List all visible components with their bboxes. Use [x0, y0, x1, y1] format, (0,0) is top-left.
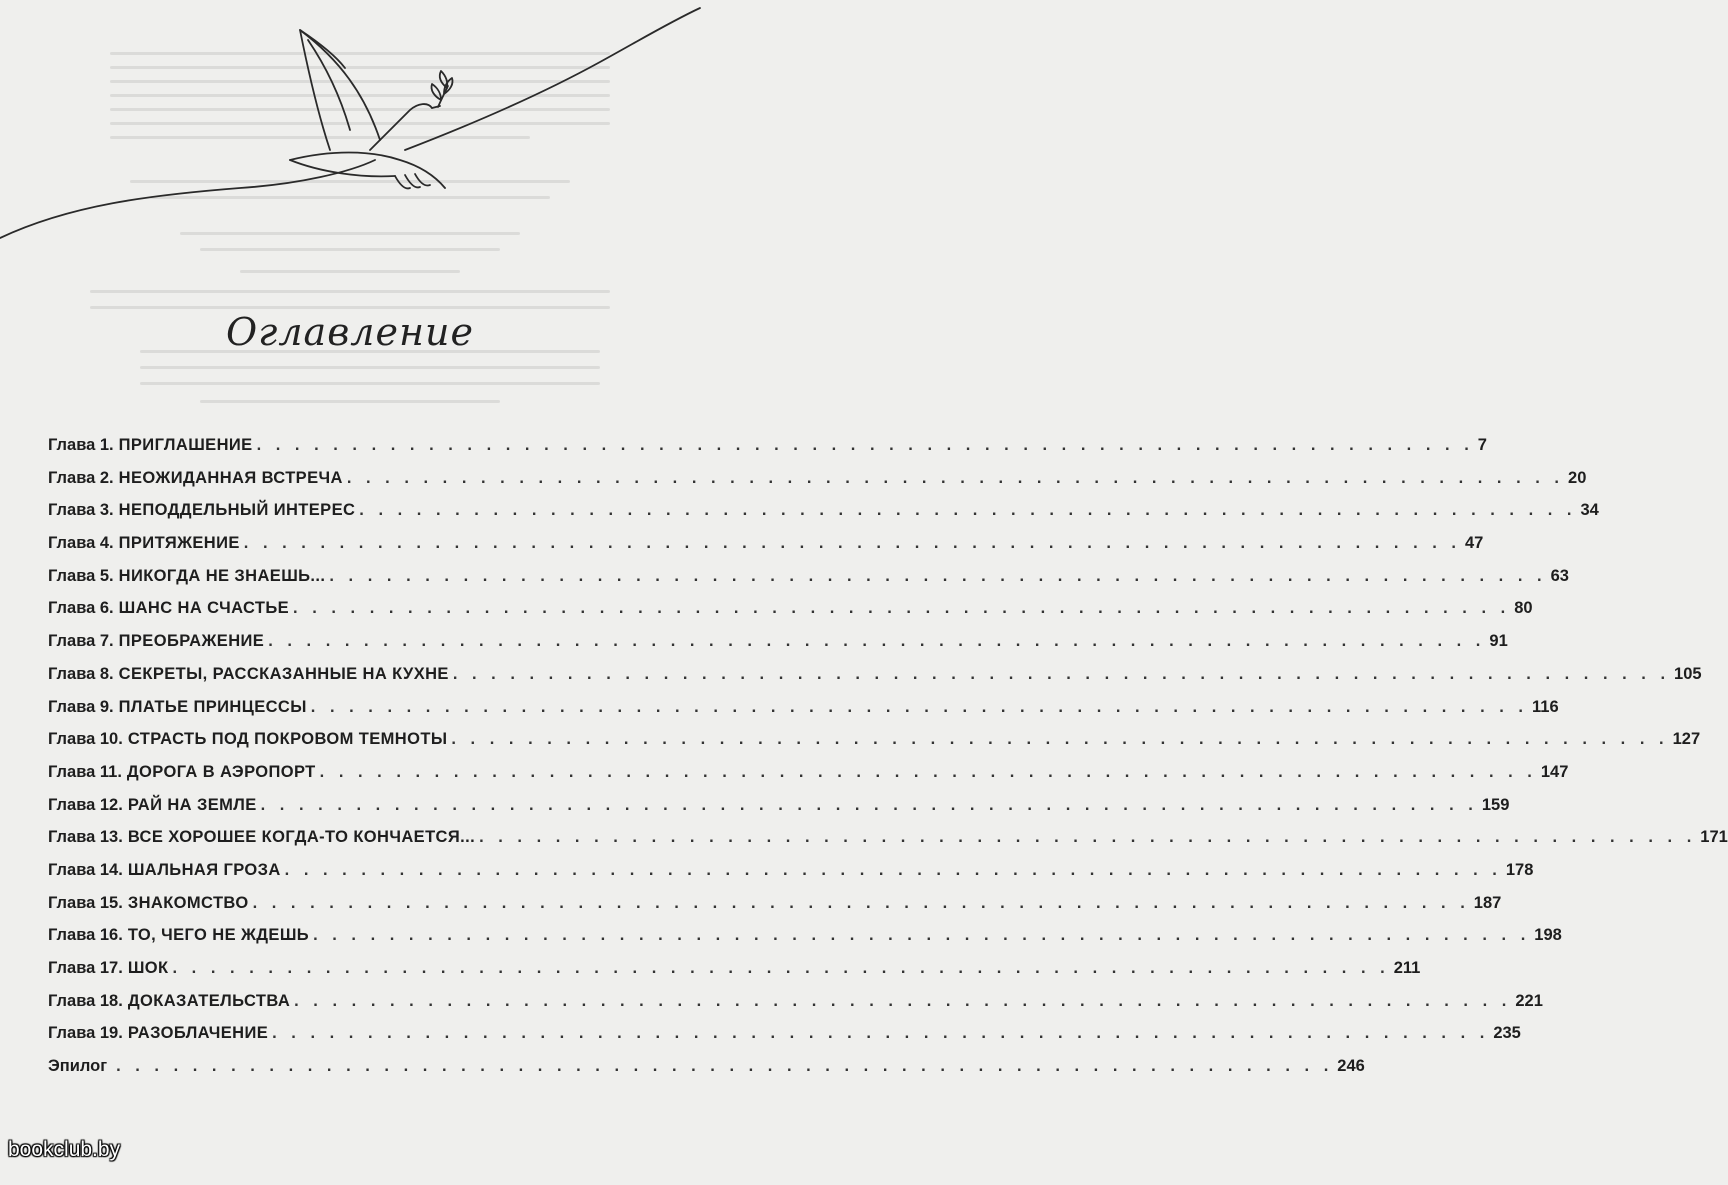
toc-leader-dots: . . . . . . . . . . . . . . . . . . . . . . . . . . . . . . . . . . . . . . . . . . . . . . . . . . . . . . . . . . . . . . . .	[346, 468, 1565, 487]
toc-chapter-title: ДОРОГА В АЭРОПОРТ	[126, 762, 316, 781]
toc-leader-dots: . . . . . . . . . . . . . . . . . . . . . . . . . . . . . . . . . . . . . . . . . . . . . . . . . . . . . . . . . . . . . . . .	[313, 926, 1531, 945]
toc-page-number: 171	[1700, 828, 1728, 847]
toc-entry	[48, 1057, 1365, 1090]
toc-page-number: 221	[1515, 991, 1543, 1010]
toc-entry	[48, 534, 1484, 567]
toc-leader-dots: . . . . . . . . . . . . . . . . . . . . . . . . . . . . . . . . . . . . . . . . . . . . . . . . . . . . . . . . . . . . . . . .	[293, 599, 1511, 618]
toc-chapter-number: Глава 6.	[48, 599, 114, 618]
toc-entry	[48, 730, 1701, 763]
toc-entry	[48, 893, 1502, 927]
toc-chapter-title: ПРИГЛАШЕНИЕ	[118, 436, 253, 454]
toc-page-number: 159	[1481, 795, 1510, 814]
toc-leader-dots: . . . . . . . . . . . . . . . . . . . . . . . . . . . . . . . . . . . . . . . . . . . . . . . . . . . . . . . . . . . . . . . .	[479, 828, 1697, 847]
toc-chapter-number: Глава 15.	[48, 893, 123, 912]
toc-chapter-title: НЕПОДДЕЛЬНЫЙ ИНТЕРЕС	[118, 501, 356, 520]
toc-page-number: 127	[1672, 730, 1701, 749]
toc-leader-dots: . . . . . . . . . . . . . . . . . . . . . . . . . . . . . . . . . . . . . . . . . . . . . . . . . . . . . . . . . . . . . . . .	[359, 501, 1577, 520]
toc-entry	[48, 926, 1562, 959]
toc-leader-dots: . . . . . . . . . . . . . . . . . . . . . . . . . . . . . . . . . . . . . . . . . . . . . . . . . . . . . . . . . . . . . . . .	[284, 860, 1502, 879]
toc-leader-dots: . . . . . . . . . . . . . . . . . . . . . . . . . . . . . . . . . . . . . . . . . . . . . . . . . . . . . . . . . . . . . . . .	[268, 632, 1486, 651]
toc-leader-dots: . . . . . . . . . . . . . . . . . . . . . . . . . . . . . . . . . . . . . . . . . . . . . . . . . . . . . . . . . . . . . . . .	[294, 991, 1512, 1010]
table-of-contents	[48, 436, 1728, 1090]
toc-chapter-number: Глава 4.	[48, 534, 114, 553]
toc-leader-dots: . . . . . . . . . . . . . . . . . . . . . . . . . . . . . . . . . . . . . . . . . . . . . . . . . . . . . . . . . . . . . . . .	[310, 697, 1528, 716]
toc-page-number: 198	[1534, 926, 1562, 945]
toc-chapter-title: СТРАСТЬ ПОД ПОКРОВОМ ТЕМНОТЫ	[127, 730, 448, 749]
toc-entry	[48, 468, 1587, 502]
toc-leader-dots: . . . . . . . . . . . . . . . . . . . . . . . . . . . . . . . . . . . . . . . . . . . . . . . . . . . . . . . . . . . . . . . .	[256, 436, 1474, 454]
toc-chapter-number: Глава 17.	[48, 959, 123, 977]
toc-entry	[48, 632, 1508, 665]
toc-entry	[48, 959, 1421, 992]
toc-chapter-number: Глава 1.	[48, 436, 114, 454]
watermark: bookclub.by	[8, 1138, 121, 1161]
toc-entry	[48, 599, 1533, 632]
toc-chapter-title: ПЛАТЬЕ ПРИНЦЕССЫ	[118, 697, 307, 716]
toc-chapter-number: Глава 2.	[48, 468, 114, 487]
toc-chapter-title: РАЙ НА ЗЕМЛЕ	[127, 795, 257, 814]
toc-entry	[48, 1024, 1521, 1057]
toc-leader-dots: . . . . . . . . . . . . . . . . . . . . . . . . . . . . . . . . . . . . . . . . . . . . . . . . . . . . . . . . . . . . . . . .	[252, 893, 1470, 912]
toc-chapter-number: Глава 18.	[48, 991, 123, 1010]
toc-chapter-title: ШАНС НА СЧАСТЬЕ	[118, 599, 290, 618]
toc-chapter-number: Эпилог	[48, 1057, 108, 1076]
toc-chapter-title: ПРЕОБРАЖЕНИЕ	[118, 632, 265, 651]
toc-page-number: 235	[1493, 1024, 1521, 1043]
toc-chapter-title: РАЗОБЛАЧЕНИЕ	[127, 1024, 269, 1043]
toc-page-number: 105	[1674, 664, 1702, 683]
toc-entry	[48, 762, 1569, 796]
toc-chapter-number: Глава 13.	[48, 828, 123, 847]
toc-chapter-number: Глава 3.	[48, 501, 114, 520]
toc-leader-dots: . . . . . . . . . . . . . . . . . . . . . . . . . . . . . . . . . . . . . . . . . . . . . . . . . . . . . . . . . . . . . . . .	[319, 762, 1537, 781]
toc-chapter-title: НЕОЖИДАННАЯ ВСТРЕЧА	[118, 468, 343, 487]
toc-entry	[48, 501, 1599, 534]
toc-leader-dots: . . . . . . . . . . . . . . . . . . . . . . . . . . . . . . . . . . . . . . . . . . . . . . . . . . . . . . . . . . . . . . . .	[260, 795, 1478, 814]
toc-chapter-number: Глава 8.	[48, 664, 114, 683]
toc-chapter-title: ПРИТЯЖЕНИЕ	[118, 534, 240, 553]
toc-page-number: 63	[1550, 566, 1569, 585]
toc-leader-dots: . . . . . . . . . . . . . . . . . . . . . . . . . . . . . . . . . . . . . . . . . . . . . . . . . . . . . . . . . . . . . . . .	[243, 534, 1461, 553]
toc-chapter-number: Глава 10.	[48, 730, 123, 749]
toc-leader-dots: . . . . . . . . . . . . . . . . . . . . . . . . . . . . . . . . . . . . . . . . . . . . . . . . . . . . . . . . . . . . . . . .	[451, 730, 1669, 749]
toc-entry	[48, 828, 1728, 861]
toc-chapter-title: ВСЕ ХОРОШЕЕ КОГДА-ТО КОНЧАЕТСЯ...	[127, 828, 476, 847]
page-title: Оглавление	[225, 310, 474, 354]
toc-chapter-number: Глава 19.	[48, 1024, 123, 1043]
toc-entry	[48, 664, 1702, 698]
toc-entry	[48, 795, 1510, 829]
toc-page-number: 80	[1514, 599, 1533, 618]
toc-leader-dots: . . . . . . . . . . . . . . . . . . . . . . . . . . . . . . . . . . . . . . . . . . . . . . . . . . . . . . . . . . . . . . . .	[272, 1024, 1490, 1043]
toc-chapter-title: СЕКРЕТЫ, РАССКАЗАННЫЕ НА КУХНЕ	[118, 664, 449, 683]
toc-chapter-title: ЗНАКОМСТВО	[127, 893, 249, 912]
toc-chapter-title: ШАЛЬНАЯ ГРОЗА	[127, 860, 281, 879]
toc-chapter-title: ШОК	[127, 959, 169, 977]
toc-page-number: 91	[1489, 632, 1508, 651]
toc-entry	[48, 566, 1569, 600]
dove-illustration	[0, 0, 700, 240]
toc-entry	[48, 697, 1559, 731]
toc-chapter-number: Глава 9.	[48, 697, 114, 716]
toc-page-number: 47	[1465, 534, 1484, 553]
toc-entry	[48, 991, 1543, 1025]
toc-chapter-title: ТО, ЧЕГО НЕ ЖДЕШЬ	[127, 926, 310, 945]
toc-page-number: 211	[1393, 959, 1421, 977]
toc-chapter-title: ДОКАЗАТЕЛЬСТВА	[127, 991, 291, 1010]
toc-page-number: 178	[1505, 860, 1534, 879]
toc-page-number: 116	[1532, 697, 1559, 716]
toc-chapter-number: Глава 12.	[48, 795, 123, 814]
toc-page-number: 147	[1540, 762, 1569, 781]
toc-leader-dots: . . . . . . . . . . . . . . . . . . . . . . . . . . . . . . . . . . . . . . . . . . . . . . . . . . . . . . . . . . . . . . . .	[172, 959, 1390, 977]
toc-page-number: 187	[1473, 893, 1502, 912]
toc-chapter-number: Глава 14.	[48, 860, 123, 879]
toc-page-number: 7	[1477, 436, 1487, 454]
toc-chapter-number: Глава 7.	[48, 632, 114, 651]
toc-page-number: 246	[1337, 1057, 1365, 1076]
toc-leader-dots: . . . . . . . . . . . . . . . . . . . . . . . . . . . . . . . . . . . . . . . . . . . . . . . . . . . . . . . . . . . . . . . .	[329, 566, 1547, 585]
toc-chapter-title: НИКОГДА НЕ ЗНАЕШЬ...	[118, 566, 326, 585]
toc-chapter-number: Глава 16.	[48, 926, 123, 945]
toc-leader-dots: . . . . . . . . . . . . . . . . . . . . . . . . . . . . . . . . . . . . . . . . . . . . . . . . . . . . . . . . . . . . . . . .	[452, 664, 1671, 683]
toc-entry	[48, 436, 1487, 469]
toc-page-number: 20	[1568, 468, 1587, 487]
toc-chapter-number: Глава 5.	[48, 566, 114, 585]
toc-entry	[48, 860, 1534, 894]
toc-leader-dots: . . . . . . . . . . . . . . . . . . . . . . . . . . . . . . . . . . . . . . . . . . . . . . . . . . . . . . . . . . . . . . . .	[116, 1057, 1334, 1076]
toc-page-number: 34	[1580, 501, 1599, 520]
toc-chapter-number: Глава 11.	[48, 762, 122, 781]
